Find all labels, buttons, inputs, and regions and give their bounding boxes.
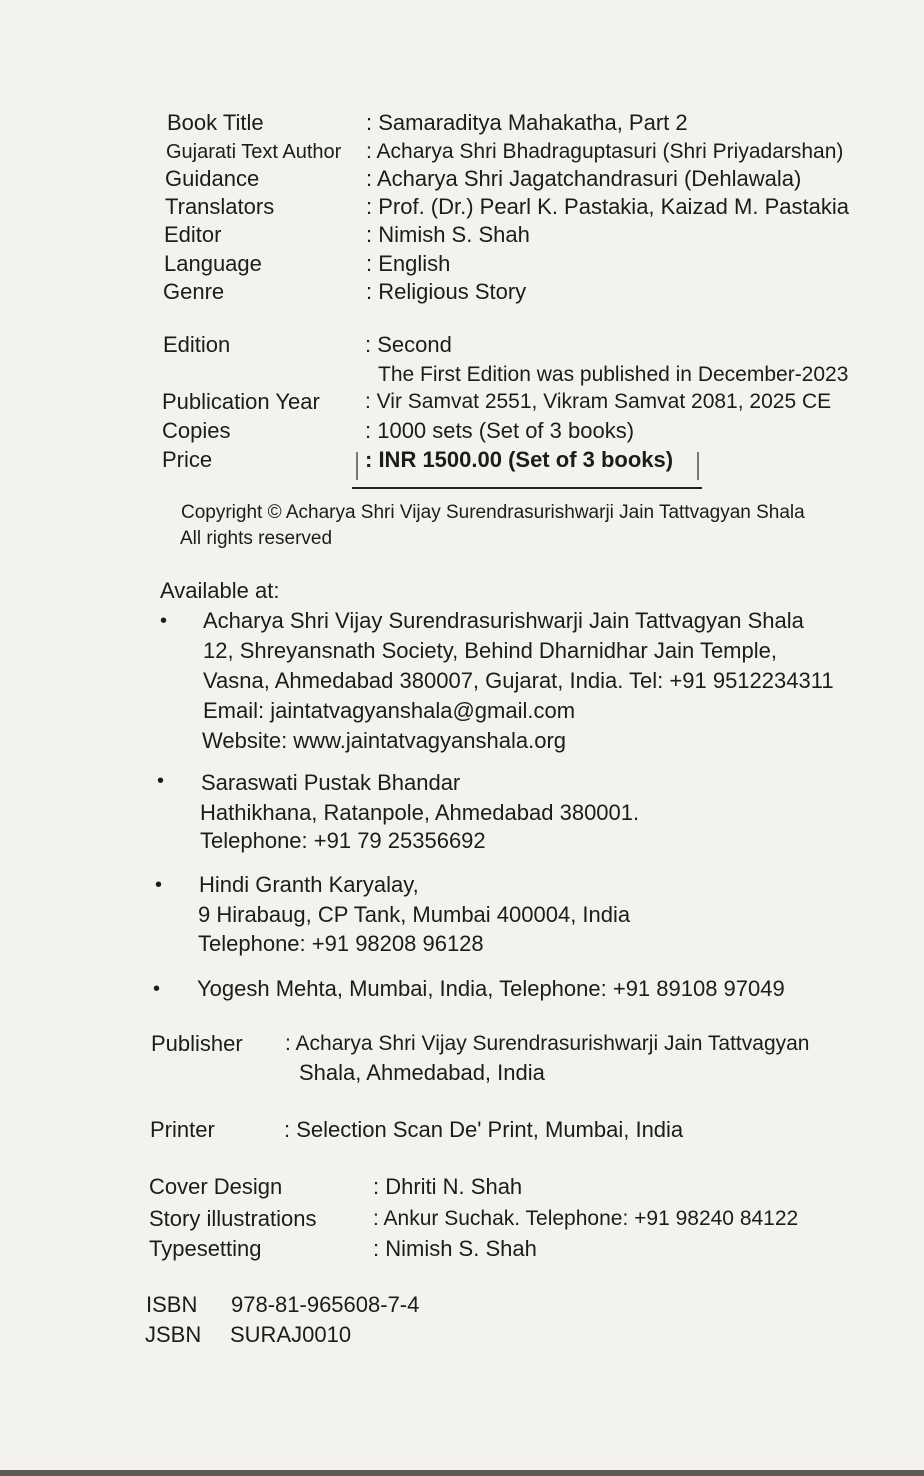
detail-label: Gujarati Text Author (166, 141, 342, 163)
telephone-line: Telephone: +91 98208 96128 (198, 931, 484, 956)
address-line: Hathikhana, Ratanpole, Ahmedabad 380001. (200, 800, 640, 825)
edition-row (163, 332, 452, 358)
publication-label: Copies (162, 418, 231, 443)
rights-reserved: All rights reserved (180, 528, 333, 549)
printer-row (150, 1117, 684, 1143)
price-underline (352, 487, 702, 489)
detail-row-gujarati-text-author (166, 139, 844, 165)
publication-row-year (162, 389, 832, 415)
publisher-row (151, 1031, 810, 1057)
detail-row-guidance (165, 166, 802, 192)
credit-label: Story illustrations (149, 1206, 317, 1231)
copyright-line: Copyright © Acharya Shri Vijay Surendrasurishwarji Jain Tattvagyan Shala (181, 502, 805, 523)
publisher-label: Publisher (151, 1031, 243, 1056)
detail-label: Guidance (165, 166, 260, 191)
publication-label: Price (162, 447, 213, 472)
address-line: 9 Hirabaug, CP Tank, Mumbai 400004, India (198, 902, 631, 927)
detail-row-genre (163, 279, 527, 305)
detail-value: : English (366, 251, 451, 276)
jsbn-row (145, 1322, 352, 1348)
credit-row-story-illustrations (149, 1206, 799, 1232)
address-line: Vasna, Ahmedabad 380007, Gujarat, India. Tel: +91 9512234311 (203, 668, 834, 693)
publisher-value-cont: Shala, Ahmedabad, India (299, 1060, 545, 1085)
edition-label: Edition (163, 332, 231, 357)
address-line: Acharya Shri Vijay Surendrasurishwarji Jain Tattvagyan Shala (203, 608, 804, 633)
detail-row-translators (165, 194, 849, 220)
credit-row-cover-design (149, 1174, 523, 1200)
price-bracket-left (356, 452, 358, 480)
credit-value: : Nimish S. Shah (373, 1236, 537, 1261)
address-line: Yogesh Mehta, Mumbai, India, Telephone: +91 89108 97049 (197, 976, 785, 1001)
detail-label: Editor (164, 222, 222, 247)
address-line: Hindi Granth Karyalay, (199, 872, 419, 897)
printer-value: : Selection Scan De' Print, Mumbai, India (284, 1117, 684, 1142)
publication-value: : 1000 sets (Set of 3 books) (365, 418, 635, 443)
available-heading: Available at: (160, 578, 280, 603)
detail-label: Genre (163, 279, 225, 304)
publication-label: Publication Year (162, 389, 320, 414)
jsbn-value: SURAJ0010 (230, 1322, 352, 1347)
publisher-value: : Acharya Shri Vijay Surendrasurishwarji Jain Tattvagyan (285, 1032, 810, 1055)
detail-row-language (164, 251, 451, 277)
website-line: Website: www.jaintatvagyanshala.org (202, 728, 567, 753)
isbn-row (146, 1292, 420, 1318)
credit-value: : Dhriti N. Shah (373, 1174, 523, 1199)
publication-row-copies (162, 418, 635, 444)
page-bottom-edge (0, 1470, 924, 1476)
isbn-value: 978-81-965608-7-4 (231, 1292, 420, 1317)
detail-row-book-title (167, 110, 688, 136)
detail-value: : Samaraditya Mahakatha, Part 2 (366, 110, 688, 135)
detail-value: : Prof. (Dr.) Pearl K. Pastakia, Kaizad M. Pastakia (366, 194, 849, 219)
credit-value: : Ankur Suchak. Telephone: +91 98240 84122 (373, 1207, 799, 1230)
detail-value: : Nimish S. Shah (366, 222, 530, 247)
jsbn-label: JSBN (145, 1322, 202, 1347)
credit-row-typesetting (149, 1236, 537, 1262)
email-line: Email: jaintatvagyanshala@gmail.com (203, 698, 576, 723)
printer-label: Printer (150, 1117, 215, 1142)
detail-value: : Acharya Shri Jagatchandrasuri (Dehlawala) (366, 166, 802, 191)
detail-value: : Acharya Shri Bhadraguptasuri (Shri Priyadarshan) (366, 140, 844, 163)
credit-label: Typesetting (149, 1236, 262, 1261)
detail-row-editor (164, 222, 530, 248)
edition-note: The First Edition was published in December-2023 (378, 363, 849, 386)
bullet-3: • (155, 874, 163, 896)
detail-label: Translators (165, 194, 275, 219)
price-bracket-right (697, 452, 699, 480)
bullet-4: • (153, 978, 161, 1000)
detail-value: : Religious Story (366, 279, 527, 304)
telephone-line: Telephone: +91 79 25356692 (200, 828, 486, 853)
address-line: Saraswati Pustak Bhandar (201, 770, 461, 795)
bullet-2: • (157, 770, 165, 792)
detail-label: Language (164, 251, 262, 276)
address-line: 12, Shreyansnath Society, Behind Dharnidhar Jain Temple, (203, 638, 777, 663)
publication-value: : Vir Samvat 2551, Vikram Samvat 2081, 2025 CE (365, 390, 832, 413)
bullet-1: • (160, 610, 168, 632)
edition-value: : Second (365, 332, 452, 357)
price-value: : INR 1500.00 (Set of 3 books) (365, 447, 674, 472)
publication-row-price (162, 447, 674, 473)
detail-label: Book Title (167, 110, 264, 135)
credit-label: Cover Design (149, 1174, 283, 1199)
isbn-label: ISBN (146, 1292, 198, 1317)
